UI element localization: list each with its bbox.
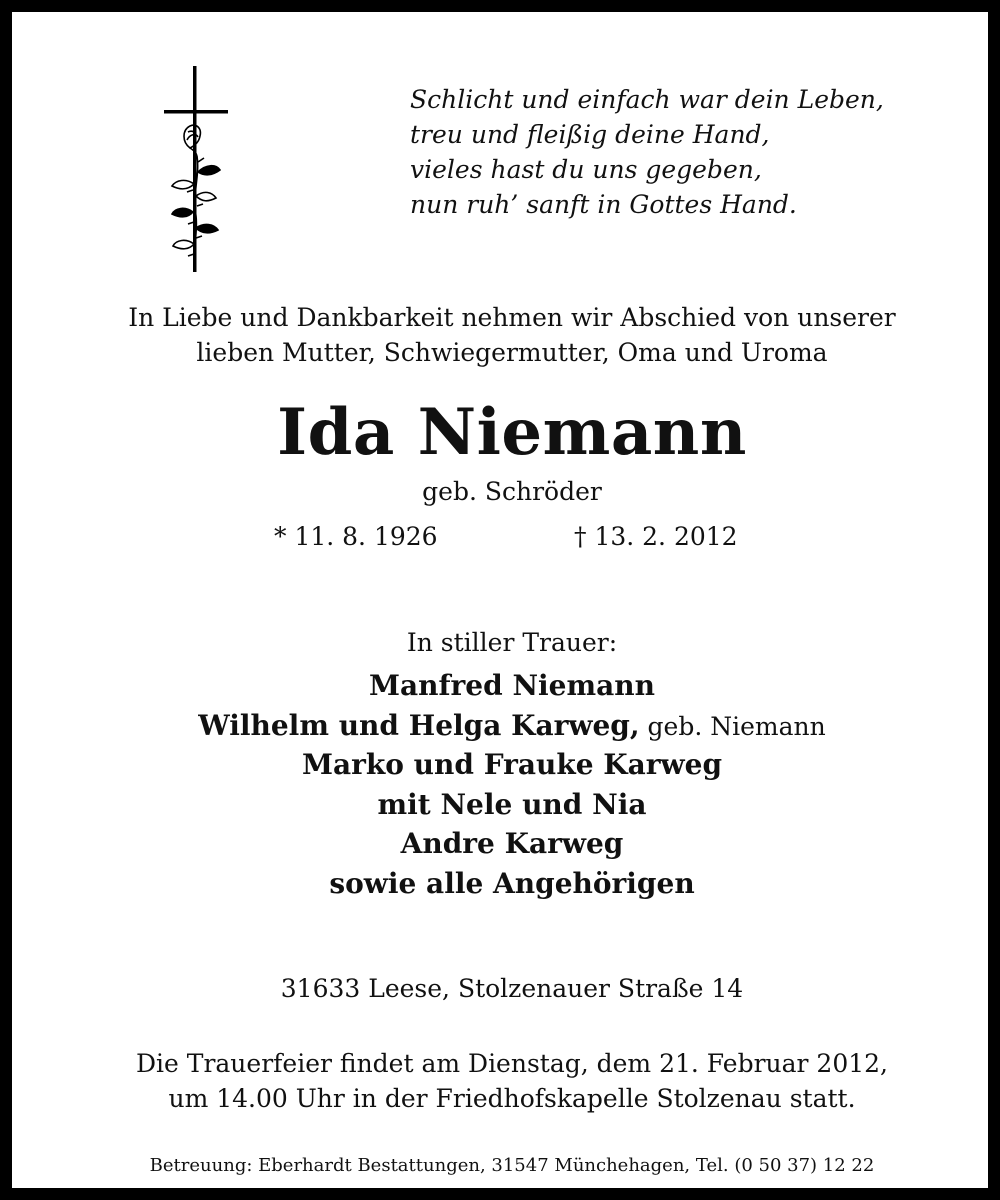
poem-line: Schlicht und einfach war dein Leben, — [410, 85, 884, 114]
maiden-name: geb. Schröder — [422, 477, 602, 506]
mourner-line — [24, 667, 1000, 707]
undertaker-info: Betreuung: Eberhardt Bestattungen, 31547 Münchehagen, Tel. (0 50 37) 12 22 — [149, 1155, 875, 1176]
mourner-line — [24, 825, 1000, 865]
funeral-service-info — [24, 1046, 1000, 1116]
mourning-label: In stiller Trauer: — [406, 628, 618, 657]
service-line: um 14.00 Uhr in der Friedhofskapelle Stolzenau statt. — [168, 1084, 856, 1113]
mourner-name: Marko und Frauke Karweg — [301, 748, 723, 781]
poem — [410, 82, 990, 222]
intro-line: In Liebe und Dankbarkeit nehmen wir Abschied von unserer — [128, 303, 896, 332]
intro-line: lieben Mutter, Schwiegermutter, Oma und Uroma — [196, 338, 828, 367]
cross-with-rose-icon — [160, 66, 232, 272]
mourner-line — [24, 707, 1000, 747]
mourner-name: mit Nele und Nia — [377, 787, 647, 821]
mourner-name: Manfred Niemann — [369, 669, 655, 702]
family-address: 31633 Leese, Stolzenauer Straße 14 — [280, 974, 744, 1003]
mourner-suffix: geb. Niemann — [639, 711, 826, 741]
mourner-line — [24, 786, 1000, 826]
mourner-line — [24, 746, 1000, 786]
mourner-name: Andre Karweg — [400, 827, 624, 860]
mourner-name: sowie alle Angehörigen — [329, 866, 695, 900]
birth-date: * 11. 8. 1926 — [274, 522, 438, 551]
mourners-list — [24, 667, 1000, 904]
death-date: † 13. 2. 2012 — [574, 522, 738, 551]
mourner-name: Wilhelm und Helga Karweg, — [198, 708, 640, 742]
poem-line: vieles hast du uns gegeben, — [410, 155, 762, 184]
deceased-name: Ida Niemann — [277, 395, 747, 470]
mourner-line — [24, 865, 1000, 905]
intro-text — [24, 300, 1000, 370]
service-line: Die Trauerfeier findet am Dienstag, dem 21. Februar 2012, — [136, 1049, 888, 1078]
poem-line: treu und fleißig deine Hand, — [410, 120, 770, 149]
poem-line: nun ruh’ sanft in Gottes Hand. — [410, 190, 797, 219]
